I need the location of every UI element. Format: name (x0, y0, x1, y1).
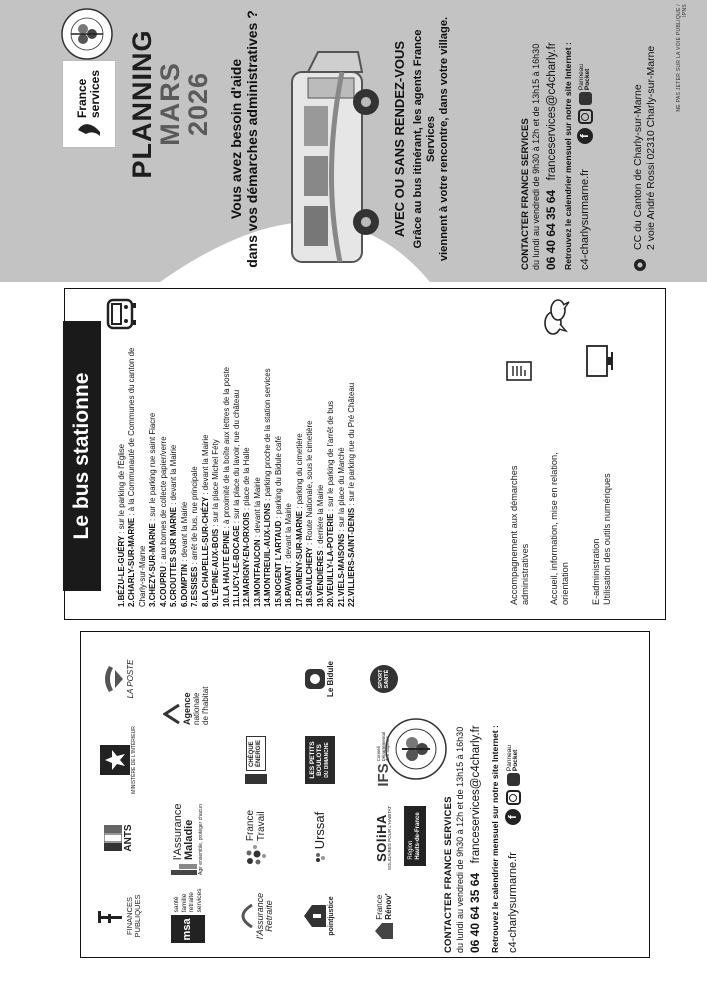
list-item: 11.LUCY-LE-BOCAGE : sur la place du lavoir, rue du château (231, 389, 241, 607)
contact-hours: du lundi au vendredi de 9h30 à 12h et de 13h15 à 16h30 (531, 43, 541, 270)
contact-phone: 06 40 64 35 64 (544, 189, 558, 270)
bus-illustration (278, 42, 388, 274)
list-item: 8.LA CHAPELLE-SUR-CHÉZY : devant la Mairie (200, 434, 210, 607)
list-item: 10.LA HAUTE ÉPINE : à proximité de la boîte aux lettres de la poste (221, 366, 231, 607)
list-item: 15.NOGENT L'ARTAUD : parking du Bidule café (273, 435, 283, 607)
bus-section-title: Le bus stationne (63, 321, 101, 591)
cc-canton-logo-small (381, 703, 451, 795)
assurance-maladie-logo: l'Assurance Maladie Agir ensemble, protéger chacun (171, 803, 205, 875)
service-demarches: Accompagnement aux démarches administratives (509, 465, 530, 605)
contact-email[interactable]: franceservices@c4charly.fr (470, 725, 482, 864)
document-icon (505, 357, 535, 383)
france-travail-logo: France Travail (227, 803, 285, 873)
service-e-administration: E-administration Utilisation des outils numériques (591, 473, 612, 605)
website-row (505, 635, 521, 953)
address-line-1: CC du Canton de Charly-sur-Marne (632, 84, 644, 250)
marianne-icon (78, 122, 100, 138)
list-item: 4.COUPRU : aux bornes de collecte papier/verre (158, 436, 168, 607)
address-block (632, 8, 657, 272)
finances-publiques-logo: FINANCES PUBLIQUES (89, 881, 149, 951)
panneau-pocket-icon (507, 773, 520, 786)
pointjustice-logo: pointjustice (293, 881, 347, 951)
ants-logo: ANTS (89, 803, 149, 873)
france-services-logo: France services (62, 60, 116, 148)
list-item: 16.PAVANT : devant la Mairie (284, 503, 294, 607)
cc-canton-logo (44, 8, 135, 60)
bus-stops-panel (64, 288, 666, 620)
service-accueil: Accueil, information, mise en relation, orientation (549, 452, 570, 605)
panneau-pocket-badge[interactable]: Panneau Pocket (579, 64, 592, 105)
msa-logo: msa santé famille retraite services (157, 881, 219, 951)
list-item: 22.VILLIERS-SAINT-DENIS : sur le parking rue du Pré Château (346, 382, 356, 607)
sport-sante-logo: SPORT SANTÉ (355, 641, 413, 717)
list-item: 2.CHARLY-SUR-MARNE : à la Communauté de Communes du canton de Charly-sur-Marne (127, 347, 147, 607)
petits-boulots-logo: LES PETITS BOULOTS DU DIMANCHE (293, 725, 347, 795)
location-pin-icon (633, 258, 647, 272)
planning-title-block (128, 4, 212, 204)
contact-title: CONTACTER FRANCE SERVICES (520, 118, 531, 270)
list-item: 5.CROUTTES SUR MARNE : devant la Mairie (169, 444, 179, 607)
assurance-retraite-logo: l'Assurance Retraite (227, 881, 285, 951)
intro-body: Grâce au bus itinérant, les agents France Services viennent à votre rencontre, dans votre village. (412, 16, 450, 262)
list-item: 19.VENDIÈRES : derrière la Mairie (315, 484, 325, 607)
instagram-icon[interactable] (506, 790, 521, 805)
contact-email[interactable]: franceservices@c4charly.fr (546, 42, 558, 181)
urssaf-logo: Urssaf (293, 803, 347, 873)
website-row (577, 8, 593, 270)
anah-logo: Agence nationale de l'habitat (153, 635, 219, 725)
contact-phone-line (468, 635, 482, 953)
intro-question: Vous avez besoin d'aide dans vos démarches administratives ? (228, 10, 260, 268)
address-line-2: 2 voie André Rossi 02310 Charly-sur-Marne (644, 45, 657, 250)
list-item: 7.ESSISES : arrêt de bus, rue principale (190, 466, 200, 607)
rdv-heading: AVEC OU SANS RENDEZ-VOUS (392, 40, 407, 238)
hauts-de-france-logo: Région Hauts-de-France (387, 799, 443, 873)
list-item: 13.MONTFAUCON : devant la Mairie (252, 477, 262, 607)
soliha-logo: SOliHA SOLIDAIRES POUR L'HABITAT (373, 805, 393, 871)
list-item: 3.CHEZY-SUR-MARNE : sur le parking rue saint Fiacre (148, 412, 158, 607)
list-item: 6.DOMPTIN : devant la Mairie (179, 501, 189, 607)
website-link[interactable]: c4-charlysurmarne.fr (507, 852, 519, 953)
list-item: 20.VEUILLY-LA-POTERIE : sur le parking de l'arrêt de bus (326, 400, 336, 607)
list-item: 12.MARIGNY-EN-ORXOIS : place de la Halle (242, 447, 252, 607)
month-title: MARS (155, 62, 185, 146)
list-item: 14.MONTREUIL-AUX-LIONS : parking proche de la station services (263, 368, 273, 607)
facebook-icon[interactable]: f (505, 809, 521, 825)
partners-panel (80, 631, 650, 958)
website-link[interactable]: c4-charlysurmarne.fr (579, 169, 591, 270)
legal-mention: NE PAS JETER SUR LA VOIE PUBLIQUE / IPNS (676, 4, 688, 112)
right-contact-block (520, 8, 593, 270)
computer-icon (585, 343, 615, 379)
cheque-energie-logo: CHÈQUE ÉNERGIE (227, 725, 285, 795)
panneau-pocket-icon (579, 92, 592, 105)
list-item: 18.SAULCHERY : Route Nationale, sous le cimetière (305, 420, 315, 607)
instagram-icon[interactable] (578, 109, 593, 124)
chat-bubbles-icon (541, 297, 573, 337)
list-item: 17.ROMENY-SUR-MARNE : parking du cimetière (294, 433, 304, 607)
interieur-logo: MINISTÈRE DE L'INTÉRIEUR (89, 725, 149, 795)
calendar-note: Retrouvez le calendrier mensuel sur notre site Internet : (563, 42, 573, 270)
panneau-pocket-badge[interactable]: Panneau Pocket (507, 745, 520, 786)
ifs-logo: IFS Conseil Départemental des Sapeurs (375, 731, 393, 787)
list-item: 21.VIELS-MAISONS : sur la place du Marché (336, 447, 346, 607)
partners-contact-block (443, 635, 521, 953)
facebook-icon[interactable]: f (577, 128, 593, 144)
bus-stop-list (117, 297, 357, 607)
contact-title: CONTACTER FRANCE SERVICES (443, 796, 454, 953)
planning-title: PLANNING (127, 29, 157, 179)
contact-phone-line (544, 8, 558, 270)
france-renov-logo: France Rénov' (355, 881, 413, 951)
bidule-logo: Le Bidule (293, 641, 347, 717)
list-item: 1.BÉZU-LE-GUÉRY : sur le parking de l'Église (117, 443, 126, 607)
contact-phone: 06 40 64 35 64 (468, 872, 482, 953)
year-title: 2026 (183, 71, 213, 137)
contact-hours: du lundi au vendredi de 9h30 à 12h et de 13h15 à 16h30 (455, 726, 465, 953)
la-poste-logo: LA POSTE (89, 641, 149, 717)
list-item: 9.L'ÉPINE-AUX-BOIS : sur la place Michel Féty (211, 439, 221, 607)
calendar-note: Retrouvez le calendrier mensuel sur notre site Internet : (490, 725, 500, 953)
